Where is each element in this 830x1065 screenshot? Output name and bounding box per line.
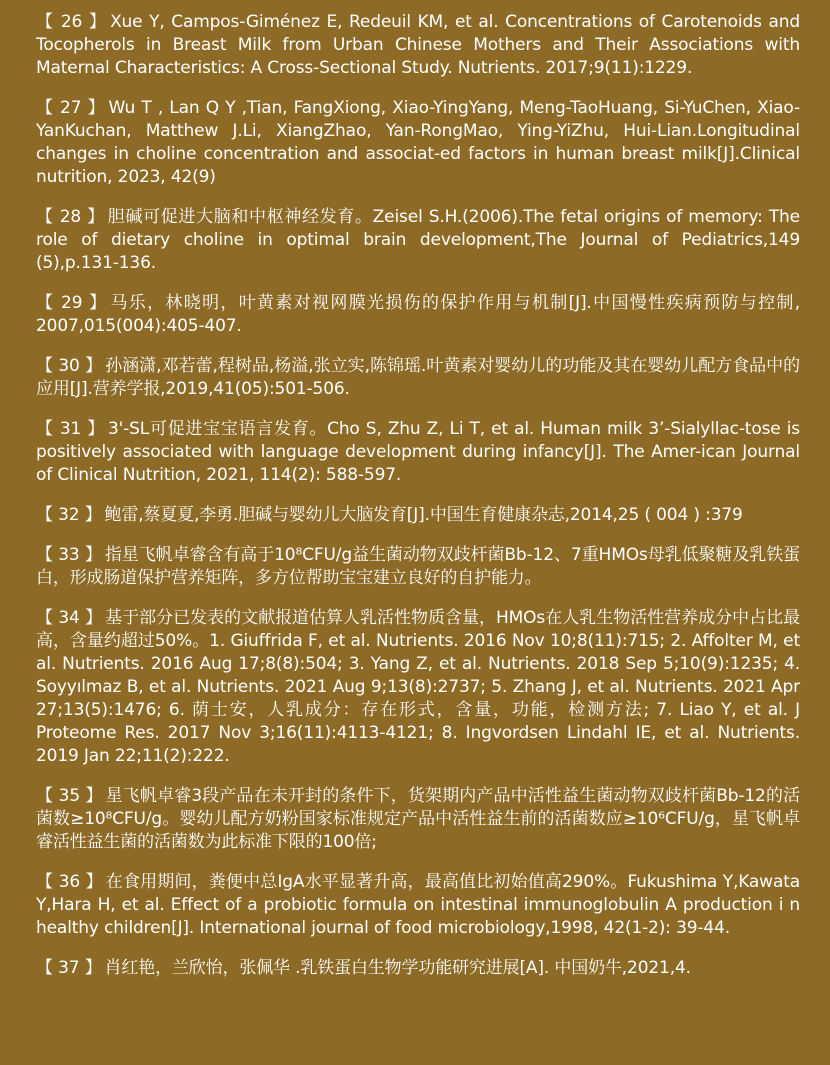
- reference-text: 基于部分已发表的文献报道估算人乳活性物质含量，HMOs在人乳生物活性营养成分中占比最高，含量约超过50%。1. Giuffrida F, et al. Nutrients. 2016 Nov 10;8(11):715; 2. Affolter M, et al. Nutrients. 2016 Aug 17;8(8):504; 3. Yang Z, et al. Nutrients. 2018 Sep 5;10(9):1235; 4. Soyyılmaz B, et al. Nutrients. 2021 Aug 9;13(8):2737; 5. Zhang J, et al. Nutrients. 2021 Apr 27;13(5):1476; 6. 荫士安，人乳成分：存在形式，含量，功能，检测方法; 7. Liao Y, et al. J Proteome Res. 2017 Nov 3;16(11):4113-4121; 8. Ingvordsen Lindahl IE, et al. Nutrients. 2019 Jan 22;11(2):222.: [36, 608, 800, 766]
- reference-text: 胆碱可促进大脑和中枢神经发育。Zeisel S.H.(2006).The fetal origins of memory: The role of dietary choline in optimal brain development,The Journal of Pediatrics,149 (5),p.131-136.: [36, 207, 800, 273]
- reference-number: 【 26 】: [36, 12, 108, 32]
- reference-number: 【 30 】: [36, 356, 103, 376]
- reference-number: 【 36 】: [36, 872, 103, 892]
- reference-35: [36, 785, 800, 854]
- reference-number: 【 29 】: [36, 293, 108, 313]
- reference-26: [36, 11, 800, 80]
- reference-30: [36, 355, 800, 401]
- reference-text: 马乐，林晓明，叶黄素对视网膜光损伤的保护作用与机制[J].中国慢性疾病预防与控制, 2007,015(004):405-407.: [36, 293, 800, 336]
- reference-text: Wu T , Lan Q Y ,Tian, FangXiong, Xiao-YingYang, Meng-TaoHuang, Si-YuChen, Xiao-YanKuchan, Matthew J.Li, XiangZhao, Yan-RongMao, Ying-YiZhu, Hui-Lian.Longitudinal changes in choline concentration and associat-ed factors in human breast milk[J].Clinical nutrition, 2023, 42(9): [36, 98, 800, 187]
- reference-31: [36, 418, 800, 487]
- reference-number: 【 34 】: [36, 608, 103, 628]
- reference-34: [36, 607, 800, 768]
- reference-text: 星飞帆卓睿3段产品在未开封的条件下，货架期内产品中活性益生菌动物双歧杆菌Bb-12的活菌数≥10⁸CFU/g。婴幼儿配方奶粉国家标准规定产品中活性益生前的活菌数应≥10⁶CFU/g，星飞帆卓睿活性益生菌的活菌数为此标准下限的100倍;: [36, 786, 800, 852]
- reference-number: 【 28 】: [36, 207, 105, 227]
- reference-29: [36, 292, 800, 338]
- reference-text: 在食用期间，粪便中总IgA水平显著升高，最高值比初始值高290%。Fukushima Y,Kawata Y,Hara H, et al. Effect of a probiotic formula on intestinal immunoglobulin A production i n healthy children[J]. International journal of food microbiology,1998, 42(1-2): 39-44.: [36, 872, 800, 938]
- reference-text: 孙涵潇,邓若蕾,程树品,杨溢,张立实,陈锦瑶.叶黄素对婴幼儿的功能及其在婴幼儿配方食品中的应用[J].营养学报,2019,41(05):501-506.: [36, 356, 800, 399]
- reference-text: 指星飞帆卓睿含有高于10⁸CFU/g益生菌动物双歧杆菌Bb-12、7重HMOs母乳低聚糖及乳铁蛋白，形成肠道保护营养矩阵，多方位帮助宝宝建立良好的自护能力。: [36, 545, 800, 588]
- reference-number: 【 27 】: [36, 98, 106, 118]
- reference-text: Xue Y, Campos-Giménez E, Redeuil KM, et al. Concentrations of Carotenoids and Tocopherols in Breast Milk from Urban Chinese Mothers and Their Associations with Maternal Characteristics: A Cross-Sectional Study. Nutrients. 2017;9(11):1229.: [36, 12, 800, 78]
- reference-33: [36, 544, 800, 590]
- reference-number: 【 31 】: [36, 419, 105, 439]
- reference-text: 肖红艳，兰欣怡，张佩华 .乳铁蛋白生物学功能研究进展[A]. 中国奶牛,2021,4.: [104, 958, 691, 978]
- reference-text: 3'-SL可促进宝宝语言发育。Cho S, Zhu Z, Li T, et al. Human milk 3’-Sialyllac-tose is positively associated with language development during infancy[J]. The Amer-ican Journal of Clinical Nutrition, 2021, 114(2): 588-597.: [36, 419, 800, 485]
- reference-number: 【 37 】: [36, 958, 102, 978]
- reference-36: [36, 871, 800, 940]
- reference-37: [36, 957, 800, 980]
- reference-number: 【 35 】: [36, 786, 103, 806]
- reference-text: 鲍雷,蔡夏夏,李勇.胆碱与婴幼儿大脑发育[J].中国生育健康杂志,2014,25 ( 004 ) :379: [104, 505, 743, 525]
- reference-number: 【 33 】: [36, 545, 102, 565]
- reference-27: [36, 97, 800, 189]
- reference-32: [36, 504, 800, 527]
- reference-number: 【 32 】: [36, 505, 102, 525]
- reference-28: [36, 206, 800, 275]
